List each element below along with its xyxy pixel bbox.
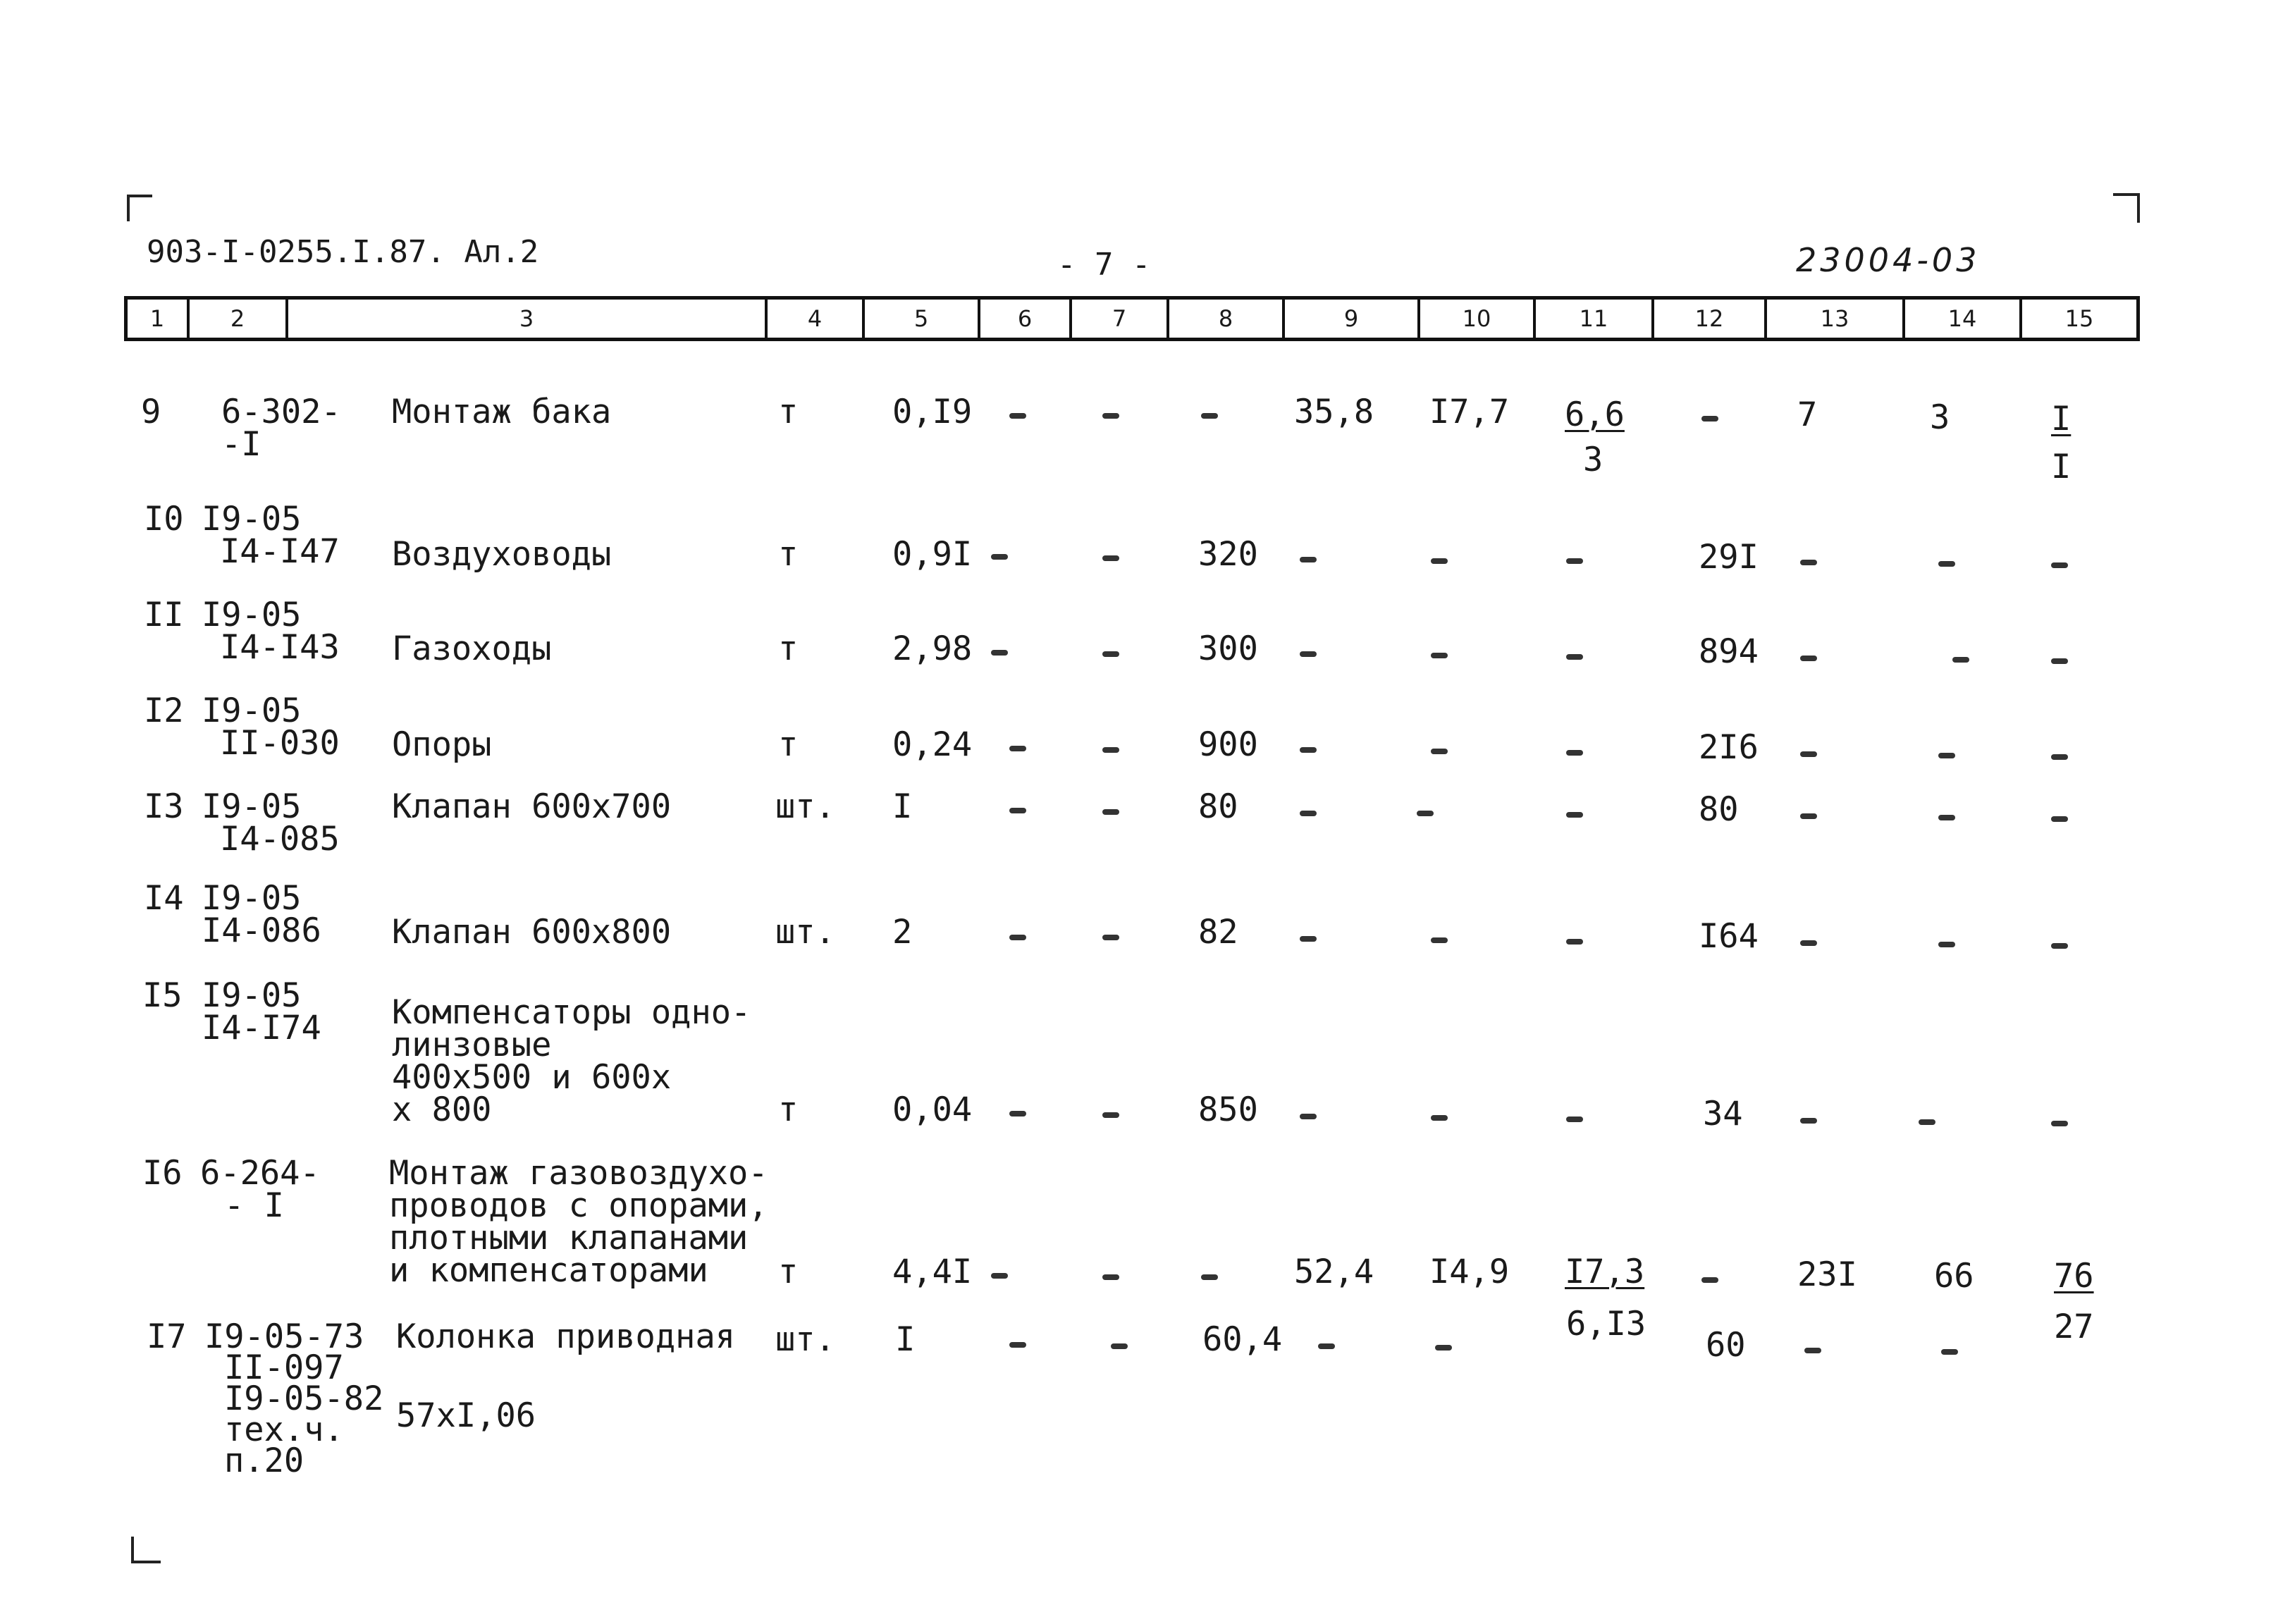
value-col15-lower: 27: [2054, 1308, 2094, 1346]
value-col11-lower: 3: [1583, 441, 1603, 479]
value-col12: 2I6: [1699, 728, 1759, 767]
work-name: 57xI,06: [396, 1396, 536, 1435]
dash-mark: [2051, 562, 2068, 568]
quantity: 0,9I: [892, 535, 973, 574]
dash-mark: [1009, 935, 1026, 940]
value-col10: I4,9: [1429, 1253, 1510, 1291]
work-name: Опоры: [392, 725, 492, 764]
work-name: Колонка приводная: [396, 1317, 736, 1356]
dash-mark: [1009, 1111, 1026, 1116]
dash-mark: [1800, 813, 1817, 819]
value-col12: I64: [1699, 917, 1759, 956]
dash-mark: [1938, 815, 1955, 820]
quantity: 4,4I: [892, 1253, 973, 1291]
unit: т: [778, 393, 799, 431]
value-col12: 60: [1706, 1326, 1746, 1365]
dash-mark: [1417, 811, 1434, 816]
quantity: 2,98: [892, 629, 973, 668]
dash-mark: [1201, 1274, 1218, 1280]
column-number: 15: [2064, 305, 2094, 332]
dash-mark: [1009, 413, 1026, 419]
row-number: 9: [141, 393, 161, 431]
norm-code: I4-086: [202, 911, 321, 950]
unit: шт.: [775, 913, 835, 952]
norm-code: -I: [221, 425, 261, 464]
dash-mark: [991, 1273, 1008, 1279]
dash-mark: [2051, 1121, 2068, 1126]
row-number: I4: [144, 879, 184, 918]
column-number: 9: [1285, 300, 1420, 338]
dash-mark: [1102, 1274, 1119, 1280]
quantity: I: [895, 1320, 916, 1359]
dash-mark: [1800, 560, 1817, 565]
work-name: Компенсаторы одно-: [392, 993, 751, 1032]
dash-mark: [1102, 747, 1119, 753]
row-number: I7: [147, 1317, 187, 1356]
dash-mark: [1435, 1345, 1452, 1351]
column-number: 12: [1654, 300, 1767, 338]
value-col14: 66: [1934, 1257, 1974, 1296]
value-col8: 320: [1198, 535, 1258, 574]
dash-mark: [2051, 754, 2068, 760]
dash-mark: [2051, 943, 2068, 949]
dash-mark: [1941, 1349, 1958, 1355]
column-number: 14: [1905, 300, 2022, 338]
dash-mark: [1102, 1112, 1119, 1118]
row-number: I6: [142, 1154, 183, 1193]
unit: т: [778, 629, 799, 668]
unit: т: [778, 535, 799, 574]
dash-mark: [1102, 651, 1119, 657]
dash-mark: [991, 554, 1008, 560]
dash-mark: [1800, 940, 1817, 946]
norm-code: I4-I47: [220, 532, 340, 571]
dash-mark: [1431, 653, 1448, 658]
unit: т: [778, 725, 799, 764]
norm-code: I9-05: [202, 691, 302, 730]
work-name: и компенсаторами: [389, 1251, 708, 1290]
dash-mark: [1431, 749, 1448, 754]
dash-mark: [1566, 750, 1583, 756]
quantity: 0,I9: [892, 393, 973, 431]
column-number: 7: [1072, 300, 1169, 338]
dash-mark: [1566, 654, 1583, 660]
work-name: Воздуховоды: [392, 535, 612, 574]
dash-mark: [1300, 747, 1317, 753]
dash-mark: [1566, 1116, 1583, 1122]
dash-mark: [1804, 1348, 1821, 1353]
value-col12: 29I: [1699, 538, 1759, 577]
dash-mark: [1938, 561, 1955, 567]
dash-mark: [1701, 1277, 1718, 1283]
row-number: I0: [144, 500, 184, 539]
value-col8: 300: [1198, 629, 1258, 668]
value-col8: 60,4: [1202, 1320, 1283, 1359]
norm-code: II-030: [220, 724, 340, 763]
value-col8: 900: [1198, 725, 1258, 764]
dash-mark: [1009, 746, 1026, 751]
column-number: 8: [1169, 300, 1285, 338]
row-number: II: [144, 596, 184, 634]
dash-mark: [2051, 816, 2068, 822]
norm-code: I4-I74: [202, 1009, 321, 1047]
row-number: I2: [144, 691, 184, 730]
column-number: 10: [1420, 300, 1536, 338]
dash-mark: [1938, 942, 1955, 947]
column-number: 3: [288, 300, 768, 338]
norm-code: тех.ч.: [224, 1410, 344, 1449]
dash-mark: [1800, 751, 1817, 757]
value-col11: 6,6: [1565, 395, 1625, 434]
dash-mark: [1009, 808, 1026, 813]
work-name: Газоходы: [392, 629, 552, 668]
column-number: 4: [768, 300, 865, 338]
dash-mark: [1102, 555, 1119, 561]
value-col12: 894: [1699, 632, 1759, 671]
row-number: I3: [144, 787, 184, 826]
norm-code: I9-05: [202, 596, 302, 634]
unit: т: [778, 1253, 799, 1291]
norm-code: I9-05-82: [224, 1379, 384, 1418]
work-name: Монтаж бака: [392, 393, 612, 431]
dash-mark: [1102, 413, 1119, 419]
norm-code: I9-05-73: [204, 1317, 364, 1356]
norm-code: п.20: [224, 1441, 304, 1480]
norm-code: - I: [224, 1186, 284, 1225]
dash-mark: [1938, 753, 1955, 758]
dash-mark: [1201, 413, 1218, 419]
value-col13: 7: [1797, 395, 1818, 434]
dash-mark: [1566, 939, 1583, 945]
norm-code: I9-05: [202, 787, 302, 826]
dash-mark: [1800, 656, 1817, 661]
norm-code: II-097: [224, 1348, 344, 1387]
row-number: I5: [142, 976, 183, 1015]
dash-mark: [1701, 416, 1718, 422]
corner-mark-top-left: [127, 195, 152, 221]
corner-mark-bottom-left: [131, 1537, 161, 1563]
value-col11-lower: 6,I3: [1566, 1305, 1646, 1343]
norm-code: I4-I43: [220, 628, 340, 667]
dash-mark: [1566, 558, 1583, 564]
work-name: проводов с опорами,: [389, 1186, 768, 1225]
column-number: 1: [128, 300, 190, 338]
work-name: Клапан 600x800: [392, 913, 672, 952]
dash-mark: [1952, 657, 1969, 663]
unit: шт.: [775, 787, 835, 826]
norm-code: I9-05: [202, 879, 302, 918]
dash-mark: [1009, 1342, 1026, 1348]
column-number-header: [124, 296, 2140, 341]
value-col15: 76: [2054, 1257, 2094, 1296]
value-col12: 34: [1703, 1095, 1743, 1133]
quantity: 0,04: [892, 1090, 973, 1129]
dash-mark: [1300, 1114, 1317, 1119]
value-col8: 850: [1198, 1090, 1258, 1129]
dash-mark: [2051, 658, 2068, 664]
dash-mark: [1300, 936, 1317, 942]
column-number: 13: [1767, 300, 1905, 338]
dash-mark: [1300, 811, 1317, 816]
unit: т: [778, 1090, 799, 1129]
value-col8: 80: [1198, 787, 1238, 826]
value-col10: I7,7: [1429, 393, 1510, 431]
value-col9: 52,4: [1294, 1253, 1374, 1291]
norm-code: I9-05: [202, 976, 302, 1015]
quantity: 2: [892, 913, 913, 952]
dash-mark: [1431, 558, 1448, 564]
norm-code: I4-085: [220, 820, 340, 859]
page-number: - 7 -: [1057, 247, 1151, 283]
column-number: 5: [865, 300, 980, 338]
column-number: 6: [980, 300, 1072, 338]
work-name: Клапан 600x700: [392, 787, 672, 826]
dash-mark: [1431, 1115, 1448, 1121]
norm-code: 6-302-: [221, 393, 341, 431]
work-name: 400x500 и 600x: [392, 1058, 672, 1097]
dash-mark: [1566, 812, 1583, 818]
value-col11: I7,3: [1565, 1253, 1645, 1291]
dash-mark: [1300, 651, 1317, 657]
dash-mark: [1102, 809, 1119, 815]
quantity: I: [892, 787, 913, 826]
value-col15-lower: I: [2051, 448, 2072, 486]
value-col8: 82: [1198, 913, 1238, 952]
dash-mark: [1919, 1119, 1935, 1125]
sheet-code: 23004-03: [1796, 241, 1981, 279]
work-name: x 800: [392, 1090, 492, 1129]
norm-code: 6-264-: [200, 1154, 320, 1193]
column-number: 11: [1536, 300, 1654, 338]
value-col12: 80: [1699, 790, 1739, 829]
quantity: 0,24: [892, 725, 973, 764]
dash-mark: [1300, 557, 1317, 562]
dash-mark: [1800, 1118, 1817, 1124]
work-name: Монтаж газовоздухо-: [389, 1154, 768, 1193]
work-name: линзовые: [392, 1026, 552, 1064]
value-col15: I: [2051, 400, 2072, 438]
corner-mark-top-right: [2113, 193, 2140, 223]
unit: шт.: [775, 1320, 835, 1359]
dash-mark: [1318, 1343, 1335, 1349]
dash-mark: [1102, 935, 1119, 940]
dash-mark: [1431, 937, 1448, 943]
value-col13: 23I: [1797, 1255, 1857, 1294]
norm-code: I9-05: [202, 500, 302, 539]
value-col14: 3: [1930, 398, 1950, 437]
dash-mark: [1111, 1343, 1128, 1349]
work-name: плотными клапанами: [389, 1219, 749, 1257]
document-code: 903-I-0255.I.87. Ал.2: [147, 234, 539, 270]
column-number: 2: [190, 300, 288, 338]
dash-mark: [991, 650, 1008, 656]
value-col9: 35,8: [1294, 393, 1374, 431]
